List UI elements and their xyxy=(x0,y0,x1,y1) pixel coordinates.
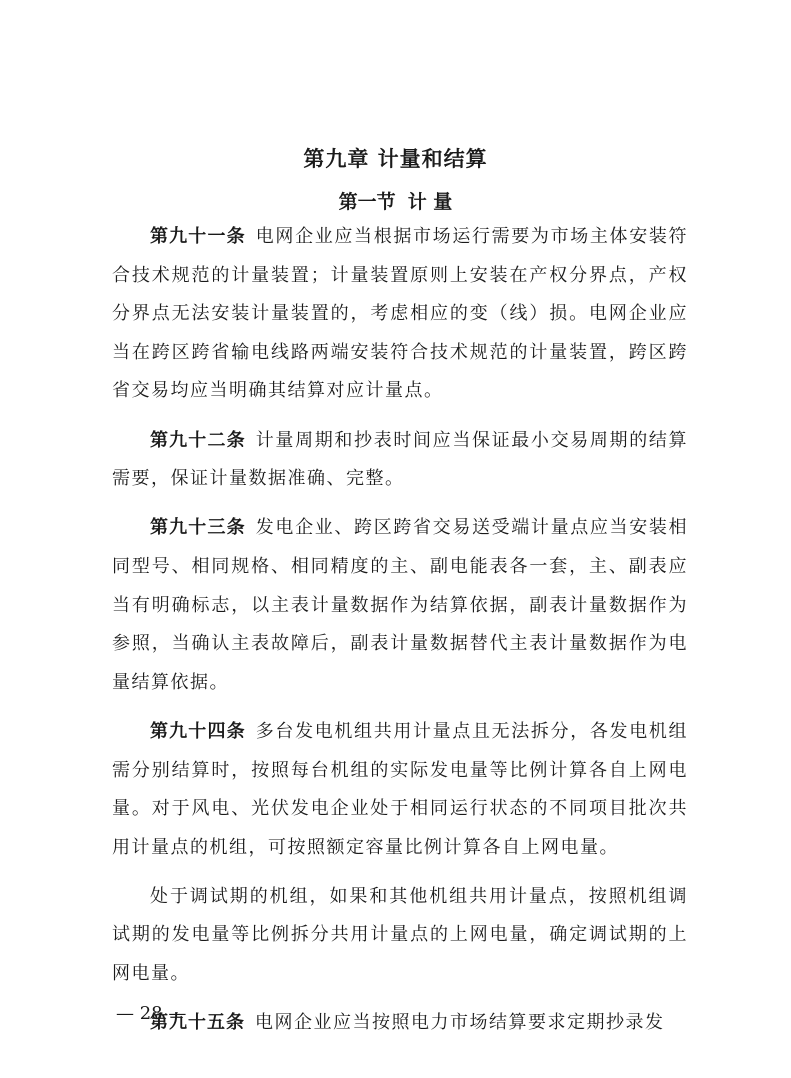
section-name: 计 量 xyxy=(407,191,453,213)
chapter-title: 第九章 计量和结算 xyxy=(303,147,488,171)
article-body xyxy=(112,218,688,1053)
paragraph-article-93 xyxy=(112,509,688,702)
article-text: 发电企业、跨区跨省交易送受端计量点应当安装相同型号、相同规格、相同精度的主、副电能表各一套，主、副表应当有明确标志，以主表计量数据作为结算依据，副表计量数据作为参照，当确认主表故障后，副表计量数据替代主表计量数据作为电量结算依据。 xyxy=(112,517,689,693)
paragraph-article-95 xyxy=(112,1004,688,1043)
section-label: 第一节 xyxy=(338,191,396,213)
page-number: — 28 — xyxy=(116,1003,187,1024)
article-number: 第九十二条 xyxy=(150,429,246,451)
paragraph-article-94-cont xyxy=(112,878,688,994)
article-text: 电网企业应当按照电力市场结算要求定期抄录发 xyxy=(255,1012,665,1034)
article-number: 第九十五条 xyxy=(150,1012,245,1034)
article-text: 计量周期和抄表时间应当保证最小交易周期的结算需要，保证计量数据准确、完整。 xyxy=(112,429,689,490)
article-number: 第九十三条 xyxy=(150,517,246,539)
paragraph-article-92 xyxy=(112,422,688,499)
article-text: 电网企业应当根据市场运行需要为市场主体安装符合技术规范的计量装置；计量装置原则上安装在产权分界点，产权分界点无法安装计量装置的，考虑相应的变（线）损。电网企业应当在跨区跨省输电线路两端安装符合技术规范的计量装置，跨区跨省交易均应当明确其结算对应计量点。 xyxy=(112,226,689,402)
paragraph-article-91 xyxy=(112,218,688,411)
paragraph-article-94 xyxy=(112,713,688,867)
section-title xyxy=(0,187,791,214)
article-text: 处于调试期的机组，如果和其他机组共用计量点，按照机组调试期的发电量等比例拆分共用计量点的上网电量，确定调试期的上网电量。 xyxy=(112,885,688,985)
article-number: 第九十一条 xyxy=(150,226,246,247)
article-number: 第九十四条 xyxy=(150,720,246,742)
article-text: 多台发电机组共用计量点且无法拆分，各发电机组需分别结算时，按照每台机组的实际发电量等比例计算各自上网电量。对于风电、光伏发电企业处于相同运行状态的不同项目批次共用计量点的机组，可按照额定容量比例计算各自上网电量。 xyxy=(112,720,689,858)
